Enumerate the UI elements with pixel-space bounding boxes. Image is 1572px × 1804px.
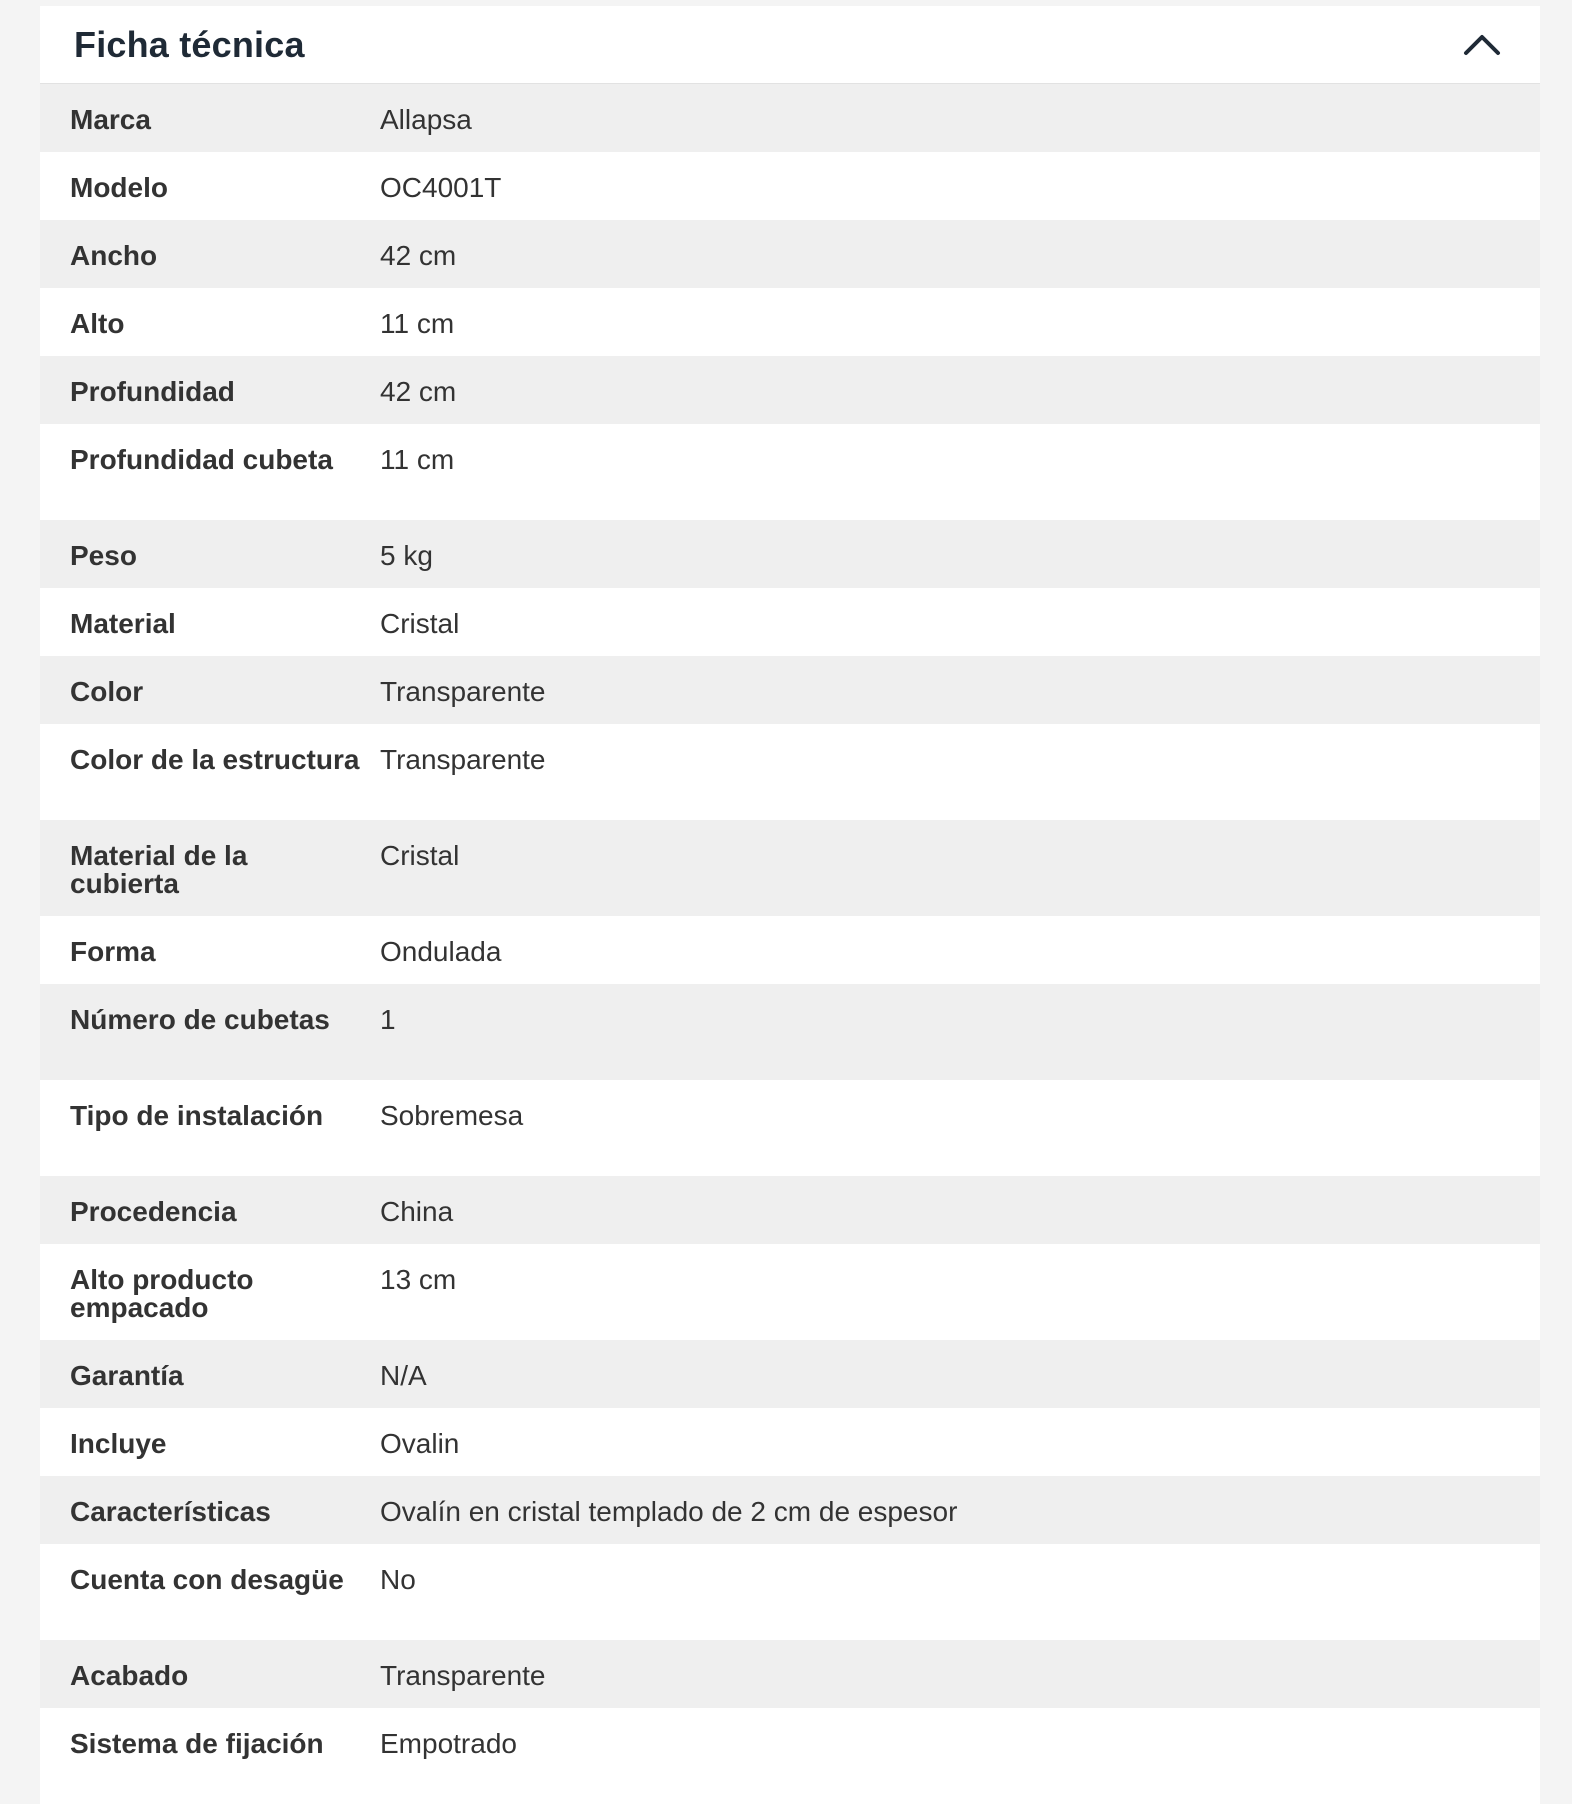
- spec-row: [40, 1640, 1540, 1708]
- spec-label: Alto producto empacado: [70, 1264, 254, 1323]
- spec-row: [40, 424, 1540, 520]
- spec-row: [40, 220, 1540, 288]
- spec-row: [40, 84, 1540, 152]
- spec-label: Forma: [70, 936, 156, 967]
- spec-table: [40, 84, 1540, 1804]
- spec-value: Empotrado: [380, 1728, 517, 1759]
- collapse-toggle-button[interactable]: [1458, 21, 1506, 69]
- spec-value: 11 cm: [380, 308, 455, 339]
- spec-value: Transparente: [380, 676, 546, 707]
- spec-row: [40, 152, 1540, 220]
- spec-value: Ondulada: [380, 936, 502, 967]
- spec-row: [40, 1176, 1540, 1244]
- spec-label: Profundidad cubeta: [70, 444, 333, 475]
- spec-label: Tipo de instalación: [70, 1100, 324, 1131]
- spec-label: Modelo: [70, 172, 168, 203]
- spec-label: Material: [70, 608, 176, 639]
- spec-label: Procedencia: [70, 1196, 237, 1227]
- spec-label: Sistema de fijación: [70, 1728, 324, 1759]
- spec-label: Acabado: [70, 1660, 189, 1691]
- spec-label: Color de la estructura: [70, 744, 360, 775]
- spec-label: Número de cubetas: [70, 1004, 330, 1035]
- spec-row: [40, 356, 1540, 424]
- spec-value: 1: [380, 1004, 396, 1035]
- spec-value: N/A: [380, 1360, 427, 1391]
- spec-row: [40, 1476, 1540, 1544]
- spec-row: [40, 1080, 1540, 1176]
- technical-sheet-panel: [40, 6, 1540, 1804]
- spec-value: Cristal: [380, 840, 460, 871]
- spec-row: [40, 724, 1540, 820]
- spec-value: Sobremesa: [380, 1100, 524, 1131]
- spec-label: Alto: [70, 308, 125, 339]
- spec-label: Profundidad: [70, 376, 235, 407]
- spec-value: Ovalín en cristal templado de 2 cm de espesor: [380, 1496, 958, 1527]
- panel-title: Ficha técnica: [74, 23, 305, 65]
- spec-value: 5 kg: [380, 540, 433, 571]
- spec-label: Marca: [70, 104, 151, 135]
- spec-label: Ancho: [70, 240, 158, 271]
- spec-label: Cuenta con desagüe: [70, 1564, 344, 1595]
- spec-row: [40, 1244, 1540, 1340]
- spec-row: [40, 1544, 1540, 1640]
- spec-label: Garantía: [70, 1360, 184, 1391]
- spec-value: Cristal: [380, 608, 460, 639]
- spec-value: Allapsa: [380, 104, 472, 135]
- spec-row: [40, 1408, 1540, 1476]
- spec-row: [40, 820, 1540, 916]
- spec-row: [40, 916, 1540, 984]
- chevron-up-icon: [1462, 33, 1502, 57]
- spec-value: 42 cm: [380, 240, 457, 271]
- spec-row: [40, 288, 1540, 356]
- spec-value: Transparente: [380, 744, 546, 775]
- spec-value: No: [380, 1564, 416, 1595]
- spec-label: Color: [70, 676, 144, 707]
- spec-label: Peso: [70, 540, 137, 571]
- spec-value: Transparente: [380, 1660, 546, 1691]
- spec-row: [40, 588, 1540, 656]
- spec-value: 13 cm: [380, 1264, 457, 1295]
- spec-label: Material de la cubierta: [70, 840, 248, 899]
- spec-value: 11 cm: [380, 444, 455, 475]
- spec-row: [40, 1340, 1540, 1408]
- spec-label: Incluye: [70, 1428, 167, 1459]
- spec-label: Características: [70, 1496, 271, 1527]
- spec-value: China: [380, 1196, 454, 1227]
- spec-row: [40, 984, 1540, 1080]
- spec-row: [40, 656, 1540, 724]
- spec-value: Ovalin: [380, 1428, 460, 1459]
- technical-sheet-header[interactable]: [40, 6, 1540, 84]
- spec-value: 42 cm: [380, 376, 457, 407]
- spec-value: OC4001T: [380, 172, 502, 203]
- spec-row: [40, 520, 1540, 588]
